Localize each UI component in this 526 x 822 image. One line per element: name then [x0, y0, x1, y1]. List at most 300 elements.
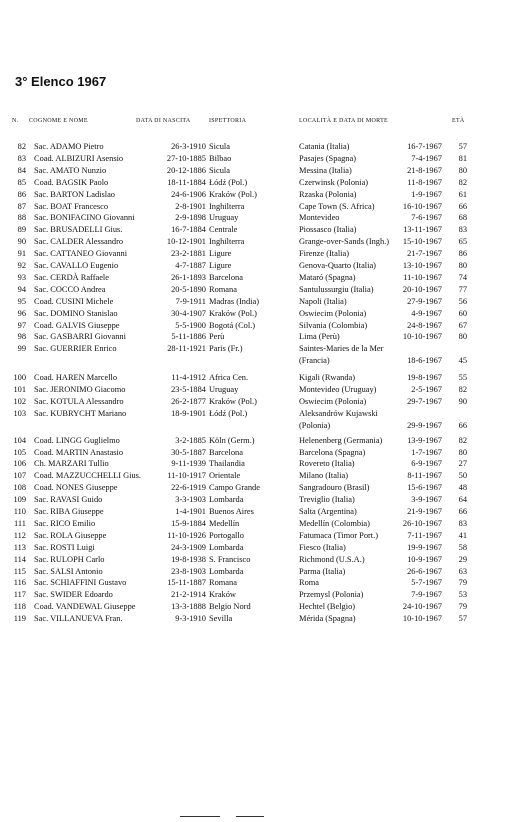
- row-death-place: Przemysl (Polonia): [299, 590, 364, 600]
- row-death-date: 2-5-1967: [411, 385, 442, 394]
- row-number: 83: [17, 153, 26, 163]
- row-birth-date: 23-8-1903: [171, 566, 206, 576]
- row-birth-date: 30-4-1907: [171, 308, 206, 318]
- row-number: 119: [13, 614, 26, 624]
- row-name: Sac. VILLANUEVA Fran.: [34, 614, 123, 624]
- row-name: Sac. RAVASI Guido: [34, 495, 103, 505]
- row-death-date: 11-8-1967: [407, 177, 442, 187]
- row-birth-date: 26-3-1910: [171, 142, 206, 151]
- row-province: Bogotá (Col.): [209, 320, 256, 330]
- row-death-date: 18-6-1967: [407, 356, 442, 366]
- row-age: 27: [458, 459, 467, 469]
- row-death-date: 13-11-1967: [403, 225, 442, 235]
- row-death-date: 1-7-1967: [411, 447, 442, 457]
- row-name: Sac. SCHIAFFINI Gustavo: [34, 578, 127, 588]
- row-name: Sac. BONIFACINO Giovanni: [34, 213, 135, 223]
- row-age: 61: [458, 189, 467, 199]
- row-death-place: Parma (Italia): [299, 566, 346, 576]
- table-row: [0, 236, 526, 247]
- table-row: [0, 153, 526, 164]
- row-age: 66: [458, 201, 467, 211]
- row-death-date: 16-7-1967: [407, 142, 442, 151]
- row-birth-date: 16-7-1884: [171, 225, 206, 235]
- row-birth-date: 15-11-1887: [167, 578, 206, 588]
- row-birth-date: 18-11-1884: [167, 177, 206, 187]
- table-row: [0, 189, 526, 200]
- row-birth-date: 20-5-1890: [171, 284, 206, 294]
- table-row: [0, 470, 526, 481]
- row-death-place: Montevideo: [299, 213, 340, 223]
- row-province: Belgio Nord: [209, 602, 251, 612]
- row-birth-date: 11-4-1912: [171, 373, 206, 383]
- table-row: [0, 331, 526, 342]
- table-row: [0, 248, 526, 259]
- row-death-place: Barcelona (Spagna): [299, 447, 366, 457]
- row-number: 84: [17, 165, 26, 175]
- row-birth-date: 13-3-1888: [171, 602, 206, 612]
- table-row: [0, 272, 526, 283]
- row-death-place: Pasajes (Spagna): [299, 153, 356, 163]
- row-name: Coad. LINGG Guglielmo: [34, 435, 120, 445]
- table-row: [0, 201, 526, 212]
- table-row: [0, 613, 526, 624]
- row-name: Coad. ALBIZURI Asensio: [34, 153, 124, 163]
- row-name: Sac. CATTANEO Giovanni: [34, 249, 128, 259]
- row-age: 29: [458, 554, 467, 564]
- row-death-date: 13-10-1967: [402, 261, 442, 270]
- row-age: 60: [458, 308, 467, 318]
- row-birth-date: 28-11-1921: [167, 344, 206, 354]
- row-province: Orientale: [209, 471, 241, 481]
- row-death-place: Catania (Italia): [299, 142, 350, 151]
- row-province: Madras (India): [209, 296, 259, 306]
- row-birth-date: 1-4-1901: [175, 507, 206, 516]
- row-death-date: 1-9-1967: [411, 189, 442, 199]
- row-age: 55: [458, 373, 467, 383]
- row-number: 108: [13, 483, 26, 493]
- row-province: Medellín: [209, 518, 240, 528]
- row-name: Sac. RICO Emilio: [34, 518, 96, 528]
- table-row: [0, 518, 526, 529]
- row-province: Kraków (Pol.): [209, 396, 257, 406]
- row-death-date: 26-10-1967: [402, 518, 442, 528]
- row-age: 79: [458, 602, 467, 612]
- row-name: Sac. DOMINO Stanislao: [34, 308, 118, 318]
- row-death-date: 19-9-1967: [407, 542, 442, 552]
- row-death-place: Oswiecim (Polonia): [299, 396, 367, 406]
- row-birth-date: 19-8-1938: [171, 554, 206, 564]
- row-death-place: Fatumaca (Timor Port.): [299, 530, 379, 540]
- row-age: 82: [458, 177, 467, 187]
- row-name: Sac. CERDÀ Raffaele: [34, 272, 109, 282]
- header-name: COGNOME E NOME: [29, 118, 88, 124]
- row-province: Romana: [209, 284, 237, 294]
- row-death-place: (Francia): [299, 356, 330, 366]
- table-row: [0, 601, 526, 612]
- row-number: 97: [17, 320, 26, 330]
- row-death-date: 4-9-1967: [411, 308, 442, 318]
- row-death-date: 21-7-1967: [407, 249, 442, 259]
- row-age: 53: [458, 590, 467, 600]
- row-death-date: 7-9-1967: [411, 590, 442, 600]
- row-death-place: Grange-over-Sands (Ingh.): [299, 237, 390, 247]
- row-death-place: Sangradouro (Brasil): [299, 483, 370, 493]
- footer-rule: [180, 816, 220, 817]
- table-row: [0, 177, 526, 188]
- row-province: Lombarda: [209, 542, 244, 552]
- row-age: 81: [458, 153, 467, 163]
- row-birth-date: 22-6-1919: [171, 483, 206, 493]
- row-death-date: 21-9-1967: [407, 507, 442, 516]
- row-age: 66: [458, 420, 467, 430]
- table-row: [0, 542, 526, 553]
- row-province: Campo Grande: [209, 483, 260, 493]
- row-number: 92: [17, 261, 26, 270]
- row-death-date: 15-6-1967: [407, 483, 442, 493]
- row-age: 82: [458, 385, 467, 394]
- row-death-date: 3-9-1967: [411, 495, 442, 505]
- row-birth-date: 3-3-1903: [175, 495, 206, 505]
- row-age: 83: [458, 518, 467, 528]
- row-name: Sac. GASBARRI Giovanni: [34, 332, 126, 342]
- row-death-place: Messina (Italia): [299, 165, 352, 175]
- table-row: [0, 420, 526, 431]
- row-death-place: Helenenberg (Germania): [299, 435, 383, 445]
- row-name: Sac. ROLA Giuseppe: [34, 530, 107, 540]
- row-birth-date: 2-8-1901: [175, 201, 206, 211]
- row-number: 99: [17, 344, 26, 354]
- row-age: 41: [458, 530, 467, 540]
- row-death-place: (Polonia): [299, 420, 331, 430]
- table-row: [0, 577, 526, 588]
- row-number: 101: [13, 385, 26, 394]
- row-province: Romana: [209, 578, 237, 588]
- row-age: 67: [458, 320, 467, 330]
- row-birth-date: 11-10-1926: [167, 530, 206, 540]
- row-death-place: Firenze (Italia): [299, 249, 349, 259]
- row-age: 65: [458, 237, 467, 247]
- row-age: 45: [458, 356, 467, 366]
- row-number: 82: [17, 142, 26, 151]
- row-name: Ch. MARZARI Tullio: [34, 459, 109, 469]
- row-province: Portogallo: [209, 530, 244, 540]
- row-death-place: Salta (Argentina): [299, 507, 357, 516]
- row-death-place: Aleksandrów Kujawski: [299, 408, 378, 418]
- row-birth-date: 9-11-1939: [171, 459, 206, 469]
- row-death-place: Rovereto (Italia): [299, 459, 355, 469]
- row-number: 94: [17, 284, 26, 294]
- row-number: 110: [13, 507, 26, 516]
- row-death-date: 21-8-1967: [407, 165, 442, 175]
- row-birth-date: 18-9-1901: [171, 408, 206, 418]
- row-name: Coad. GALVIS Giuseppe: [34, 320, 120, 330]
- row-age: 50: [458, 471, 467, 481]
- row-name: Sac. SWIDER Edoardo: [34, 590, 113, 600]
- header-age: ETÀ: [452, 118, 465, 124]
- table-row: [0, 343, 526, 354]
- table-row: [0, 435, 526, 446]
- row-age: 86: [458, 249, 467, 259]
- row-death-date: 10-10-1967: [402, 332, 442, 342]
- row-death-date: 10-10-1967: [402, 614, 442, 624]
- table-row: [0, 482, 526, 493]
- row-birth-date: 26-1-1893: [171, 272, 206, 282]
- page-title: 3° Elenco 1967: [15, 74, 107, 89]
- row-province: Sevilla: [209, 614, 233, 624]
- table-row: [0, 320, 526, 331]
- row-number: 116: [13, 578, 26, 588]
- row-province: Łódź (Pol.): [209, 177, 248, 187]
- row-birth-date: 23-2-1881: [171, 249, 206, 259]
- row-number: 100: [13, 373, 26, 383]
- row-number: 89: [17, 225, 26, 235]
- row-death-place: Czerwinsk (Polonia): [299, 177, 369, 187]
- row-age: 90: [458, 396, 467, 406]
- row-name: Sac. GUERRIER Enrico: [34, 344, 117, 354]
- row-death-date: 7-6-1967: [411, 213, 442, 223]
- table-row: [0, 260, 526, 271]
- row-province: Kraków (Pol.): [209, 189, 257, 199]
- row-number: 91: [17, 249, 26, 259]
- row-name: Sac. BRUSADELLI Gius.: [34, 225, 123, 235]
- row-number: 109: [13, 495, 26, 505]
- row-name: Coad. VANDEWAL Giuseppe: [34, 602, 136, 612]
- row-number: 114: [13, 554, 26, 564]
- row-number: 86: [17, 189, 26, 199]
- row-province: Kraków (Pol.): [209, 308, 257, 318]
- row-name: Sac. KOTULA Alessandro: [34, 396, 124, 406]
- row-death-place: Montevideo (Uruguay): [299, 385, 377, 394]
- row-number: 111: [14, 518, 26, 528]
- row-province: Thailandia: [209, 459, 245, 469]
- row-number: 98: [17, 332, 26, 342]
- header-province: ISPETTORIA: [209, 118, 247, 124]
- row-province: Barcelona: [209, 272, 243, 282]
- row-number: 102: [13, 396, 26, 406]
- table-row: [0, 447, 526, 458]
- row-name: Coad. MARTIN Anastasio: [34, 447, 124, 457]
- row-number: 104: [13, 435, 26, 445]
- row-province: Lombarda: [209, 566, 244, 576]
- row-name: Sac. ROSTI Luigi: [34, 542, 95, 552]
- row-birth-date: 24-3-1909: [171, 542, 206, 552]
- row-death-place: Richmond (U.S.A.): [299, 554, 365, 564]
- row-name: Sac. RULOPH Carlo: [34, 554, 105, 564]
- row-name: Coad. CUSINI Michele: [34, 296, 114, 306]
- table-row: [0, 494, 526, 505]
- row-number: 96: [17, 308, 26, 318]
- row-name: Sac. RIBA Giuseppe: [34, 507, 104, 516]
- row-birth-date: 15-9-1884: [171, 518, 206, 528]
- row-death-date: 24-8-1967: [407, 320, 442, 330]
- row-age: 57: [458, 614, 467, 624]
- row-birth-date: 2-9-1898: [175, 213, 206, 223]
- row-number: 117: [13, 590, 26, 600]
- row-name: Sac. CALDER Alessandro: [34, 237, 124, 247]
- row-name: Sac. BOAT Francesco: [34, 201, 109, 211]
- row-death-date: 5-7-1967: [411, 578, 442, 588]
- row-death-place: Cape Town (S. Africa): [299, 201, 375, 211]
- row-death-date: 24-10-1967: [402, 602, 442, 612]
- row-death-place: Silvania (Colombia): [299, 320, 368, 330]
- row-death-date: 19-8-1967: [407, 373, 442, 383]
- table-row: [0, 165, 526, 176]
- table-row: [0, 224, 526, 235]
- row-province: Uruguay: [209, 213, 239, 223]
- row-province: Sicula: [209, 165, 230, 175]
- row-death-place: Mérida (Spagna): [299, 614, 356, 624]
- row-province: Barcelona: [209, 447, 243, 457]
- row-number: 85: [17, 177, 26, 187]
- row-birth-date: 9-3-1910: [175, 614, 206, 624]
- row-death-place: Genova-Quarto (Italia): [299, 261, 376, 270]
- table-row: [0, 589, 526, 600]
- row-province: Köln (Germ.): [209, 435, 255, 445]
- row-birth-date: 11-10-1917: [167, 471, 206, 481]
- row-number: 112: [13, 530, 26, 540]
- row-age: 57: [458, 142, 467, 151]
- row-birth-date: 4-7-1887: [175, 261, 206, 270]
- row-age: 83: [458, 225, 467, 235]
- row-death-place: Treviglio (Italia): [299, 495, 355, 505]
- row-age: 58: [458, 542, 467, 552]
- row-birth-date: 27-10-1885: [166, 153, 206, 163]
- row-province: Perù: [209, 332, 225, 342]
- row-birth-date: 20-12-1886: [166, 165, 206, 175]
- row-birth-date: 21-2-1914: [171, 590, 206, 600]
- row-birth-date: 10-12-1901: [166, 237, 206, 247]
- row-number: 103: [13, 408, 26, 418]
- row-age: 80: [458, 332, 467, 342]
- row-province: Buenos Aires: [209, 507, 254, 516]
- row-death-place: Hechtel (Belgio): [299, 602, 356, 612]
- row-name: Sac. BARTON Ladislao: [34, 189, 115, 199]
- row-death-place: Medellín (Colombia): [299, 518, 370, 528]
- row-age: 66: [458, 507, 467, 516]
- table-row: [0, 355, 526, 366]
- row-death-place: Milano (Italia): [299, 471, 349, 481]
- row-name: Sac. KUBRYCHT Mariano: [34, 408, 127, 418]
- row-province: Inghilterra: [209, 237, 245, 247]
- row-death-date: 16-10-1967: [402, 201, 442, 211]
- row-name: Coad. NONES Giuseppe: [34, 483, 118, 493]
- table-row: [0, 458, 526, 469]
- row-death-date: 7-11-1967: [407, 530, 442, 540]
- header-birth-date: DATA DI NASCITA: [136, 118, 191, 124]
- row-number: 105: [13, 447, 26, 457]
- table-row: [0, 554, 526, 565]
- table-row: [0, 384, 526, 395]
- header-death-place-date: LOCALITÀ E DATA DI MORTE: [299, 118, 389, 124]
- table-row: [0, 296, 526, 307]
- row-death-date: 11-10-1967: [403, 272, 442, 282]
- row-death-date: 13-9-1967: [407, 435, 442, 445]
- table-row: [0, 284, 526, 295]
- row-death-date: 6-9-1967: [411, 459, 442, 469]
- row-death-place: Napoli (Italia): [299, 296, 347, 306]
- row-birth-date: 26-2-1877: [171, 396, 206, 406]
- row-province: Kraków: [209, 590, 236, 600]
- row-number: 107: [13, 471, 26, 481]
- row-name: Sac. JERONIMO Giacomo: [34, 385, 126, 394]
- row-number: 113: [13, 542, 26, 552]
- row-death-date: 26-6-1967: [407, 566, 442, 576]
- row-death-place: Saintes-Maries de la Mer: [299, 344, 384, 354]
- row-number: 95: [17, 296, 26, 306]
- table-row: [0, 141, 526, 152]
- row-birth-date: 5-11-1886: [171, 332, 206, 342]
- row-age: 74: [458, 272, 467, 282]
- row-name: Sac. SALSI Antonio: [34, 566, 103, 576]
- table-row: [0, 566, 526, 577]
- table-row: [0, 396, 526, 407]
- row-name: Coad. HAREN Marcello: [34, 373, 118, 383]
- row-province: Lombarda: [209, 495, 244, 505]
- row-province: Ligure: [209, 249, 232, 259]
- row-death-place: Rzaska (Polonia): [299, 189, 357, 199]
- row-name: Coad. MAZZUCCHELLI Gius.: [34, 471, 142, 481]
- row-province: Africa Cen.: [209, 373, 249, 383]
- row-death-place: Santulussurgiu (Italia): [299, 284, 374, 294]
- row-age: 77: [458, 284, 467, 294]
- row-province: Paris (Fr.): [209, 344, 243, 354]
- table-row: [0, 408, 526, 419]
- row-number: 118: [13, 602, 26, 612]
- table-row: [0, 308, 526, 319]
- row-name: Coad. BAGSIK Paolo: [34, 177, 109, 187]
- row-province: Bilbao: [209, 153, 232, 163]
- footer-rule-2: [236, 816, 264, 817]
- row-name: Sac. CAVALLO Eugenio: [34, 261, 119, 270]
- row-age: 56: [458, 296, 467, 306]
- row-birth-date: 3-2-1885: [175, 435, 206, 445]
- row-age: 80: [458, 261, 467, 270]
- table-row: [0, 212, 526, 223]
- table-row: [0, 530, 526, 541]
- row-number: 106: [13, 459, 26, 469]
- row-age: 79: [458, 578, 467, 588]
- row-province: Ligure: [209, 261, 232, 270]
- table-row: [0, 506, 526, 517]
- row-age: 80: [458, 447, 467, 457]
- row-birth-date: 24-6-1906: [171, 189, 206, 199]
- row-death-date: 8-11-1967: [407, 471, 442, 481]
- row-age: 82: [458, 435, 467, 445]
- row-age: 68: [458, 213, 467, 223]
- row-death-place: Roma: [299, 578, 320, 588]
- row-province: Inghilterra: [209, 201, 245, 211]
- row-birth-date: 23-5-1884: [171, 385, 206, 394]
- row-age: 80: [458, 165, 467, 175]
- row-province: Centrale: [209, 225, 238, 235]
- row-death-place: Lima (Perù): [299, 332, 340, 342]
- row-death-place: Mataró (Spagna): [299, 272, 356, 282]
- row-province: Łódź (Pol.): [209, 408, 248, 418]
- row-age: 48: [458, 483, 467, 493]
- row-birth-date: 30-5-1887: [171, 447, 206, 457]
- row-death-date: 7-4-1967: [411, 153, 442, 163]
- row-name: Sac. COCCO Andrea: [34, 284, 106, 294]
- row-death-place: Fiesco (Italia): [299, 542, 346, 552]
- row-death-date: 29-7-1967: [407, 396, 442, 406]
- row-number: 115: [13, 566, 26, 576]
- row-age: 63: [458, 566, 467, 576]
- table-row: [0, 372, 526, 383]
- row-province: S. Francisco: [209, 554, 251, 564]
- row-death-date: 29-9-1967: [407, 420, 442, 430]
- row-name: Sac. AMATO Nunzio: [34, 165, 107, 175]
- row-province: Uruguay: [209, 385, 239, 394]
